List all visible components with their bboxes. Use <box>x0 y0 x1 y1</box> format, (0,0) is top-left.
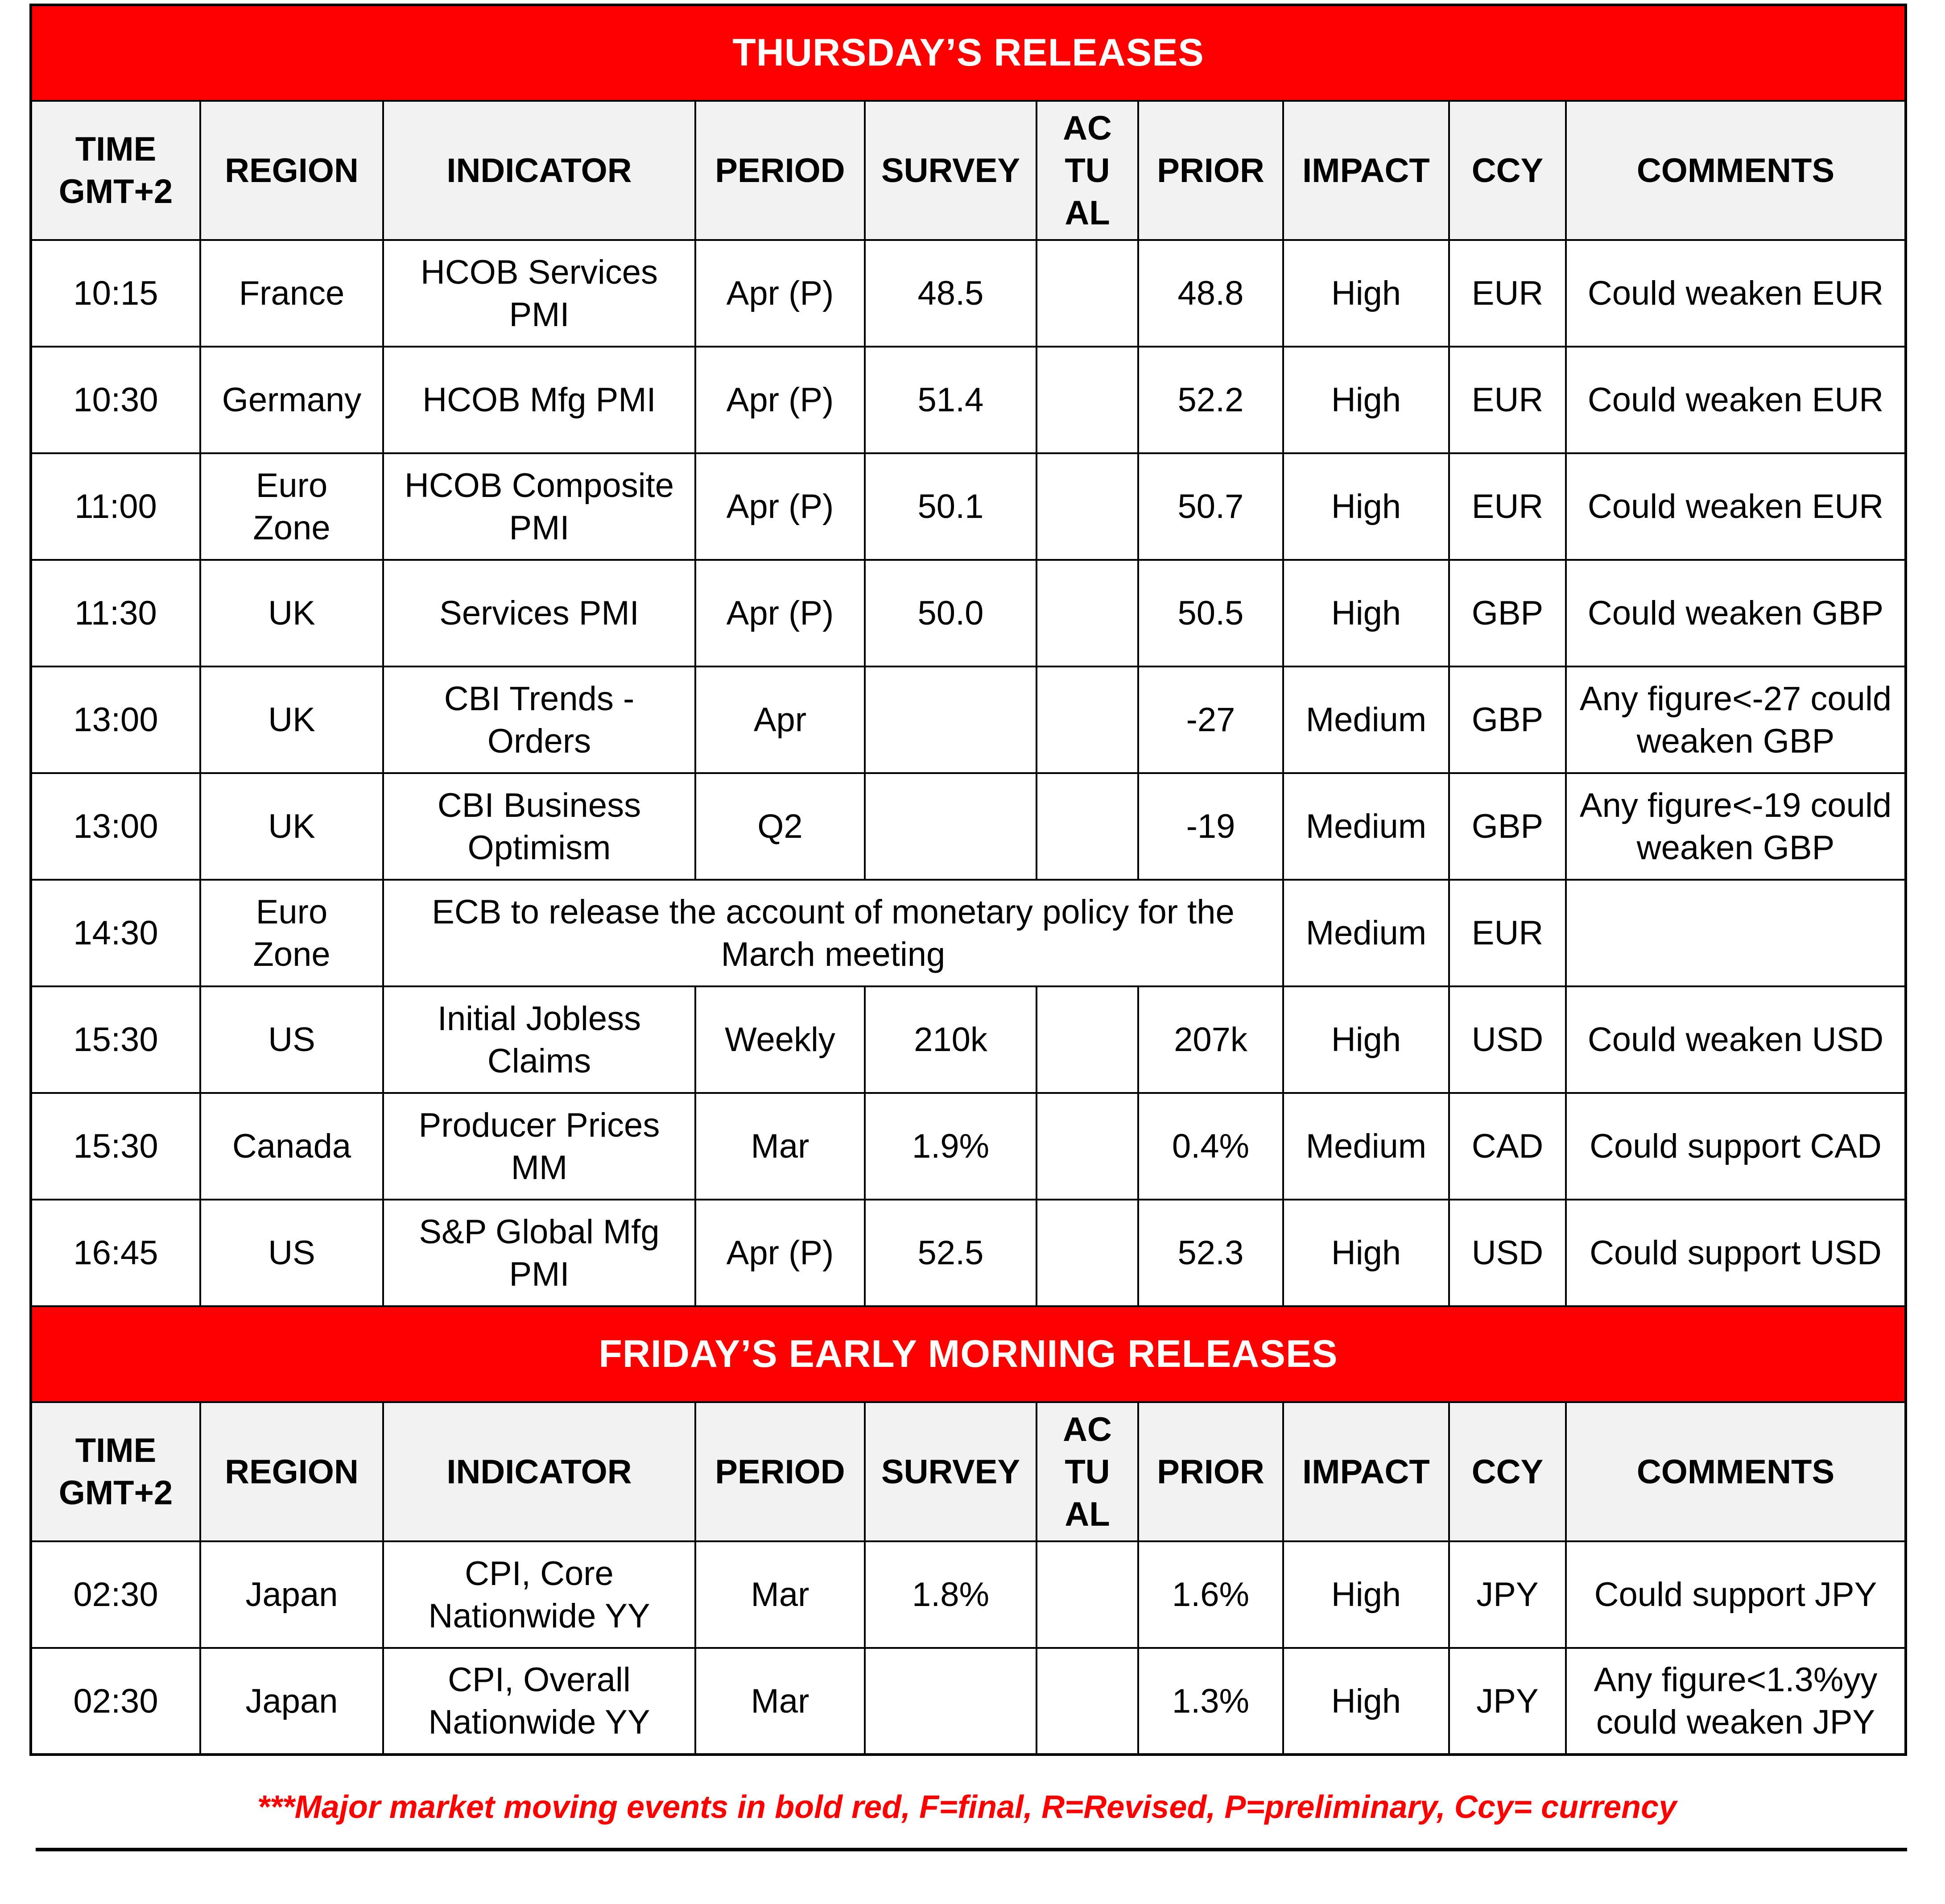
column-header-label: PRIOR <box>1157 151 1264 190</box>
column-header-comments <box>1566 1402 1906 1541</box>
cell-region: US <box>200 1200 383 1306</box>
cell-region: Canada <box>200 1093 383 1200</box>
cell-period: Q2 <box>695 773 865 880</box>
cell-time: 15:30 <box>31 1093 200 1200</box>
cell-prior: -27 <box>1138 666 1283 773</box>
cell-prior: 50.7 <box>1138 453 1283 560</box>
cell-prior: 50.5 <box>1138 560 1283 666</box>
cell-period: Apr <box>695 666 865 773</box>
cell-survey: 1.9% <box>865 1093 1037 1200</box>
column-header-survey <box>865 1402 1037 1541</box>
column-header-label: TIME GMT+2 <box>58 1432 173 1512</box>
table-row <box>31 1093 1906 1200</box>
column-header-impact <box>1283 101 1449 240</box>
cell-survey: 210k <box>865 986 1037 1093</box>
cell-ccy: EUR <box>1449 880 1566 986</box>
cell-comments: Could support JPY <box>1566 1541 1906 1648</box>
cell-ccy: EUR <box>1449 453 1566 560</box>
table-row <box>31 773 1906 880</box>
cell-region: France <box>200 240 383 347</box>
cell-period: Mar <box>695 1541 865 1648</box>
table-row <box>31 560 1906 666</box>
cell-survey <box>865 773 1037 880</box>
table-row <box>31 240 1906 347</box>
column-header-label: PRIOR <box>1157 1453 1264 1491</box>
column-header-region <box>200 1402 383 1541</box>
cell-time: 14:30 <box>31 880 200 986</box>
cell-period: Apr (P) <box>695 453 865 560</box>
cell-ccy: JPY <box>1449 1648 1566 1755</box>
column-header-label: REGION <box>225 151 359 190</box>
cell-period: Weekly <box>695 986 865 1093</box>
cell-actual <box>1037 986 1138 1093</box>
column-header-label: REGION <box>225 1453 359 1491</box>
cell-ccy: EUR <box>1449 240 1566 347</box>
table-row <box>31 666 1906 773</box>
cell-comments: Any figure<-19 could weaken GBP <box>1566 773 1906 880</box>
table-row <box>31 880 1906 986</box>
column-header-label: ACTUAL <box>1063 109 1112 232</box>
column-header-ccy <box>1449 101 1566 240</box>
cell-impact: High <box>1283 347 1449 453</box>
cell-ccy: CAD <box>1449 1093 1566 1200</box>
cell-period: Apr (P) <box>695 347 865 453</box>
cell-impact: Medium <box>1283 666 1449 773</box>
section-banner-cell <box>31 5 1906 101</box>
cell-period: Mar <box>695 1093 865 1200</box>
cell-impact: High <box>1283 1200 1449 1306</box>
cell-impact: Medium <box>1283 1093 1449 1200</box>
cell-comments: Could support USD <box>1566 1200 1906 1306</box>
cell-region: Euro Zone <box>200 880 383 986</box>
column-header-impact <box>1283 1402 1449 1541</box>
cell-actual <box>1037 1541 1138 1648</box>
cell-indicator: CPI, Core Nationwide YY <box>383 1541 695 1648</box>
cell-indicator: HCOB Services PMI <box>383 240 695 347</box>
column-header-region <box>200 101 383 240</box>
column-header-label: SURVEY <box>881 151 1020 190</box>
cell-actual <box>1037 453 1138 560</box>
table-row <box>31 986 1906 1093</box>
cell-prior: 1.6% <box>1138 1541 1283 1648</box>
cell-region: UK <box>200 773 383 880</box>
cell-time: 16:45 <box>31 1200 200 1306</box>
column-header-time <box>31 101 200 240</box>
cell-prior: -19 <box>1138 773 1283 880</box>
column-header-actual <box>1037 101 1138 240</box>
column-header-label: TIME GMT+2 <box>58 130 173 211</box>
cell-ccy: USD <box>1449 1200 1566 1306</box>
cell-time: 13:00 <box>31 773 200 880</box>
cell-comments: Could weaken GBP <box>1566 560 1906 666</box>
cell-comments: Could weaken EUR <box>1566 347 1906 453</box>
column-header-prior <box>1138 101 1283 240</box>
economic-calendar-document <box>29 4 1904 1851</box>
section <box>31 5 1906 1306</box>
cell-time: 10:30 <box>31 347 200 453</box>
cell-actual <box>1037 560 1138 666</box>
cell-impact: Medium <box>1283 773 1449 880</box>
section-banner-title: THURSDAY’S RELEASES <box>732 31 1204 75</box>
column-header-period <box>695 101 865 240</box>
cell-impact: High <box>1283 986 1449 1093</box>
footnote: ***Major market moving events in bold red, F=final, R=Revised, P=preliminary, Ccy= currency <box>257 1789 1677 1825</box>
cell-region: Euro Zone <box>200 453 383 560</box>
cell-comments <box>1566 880 1906 986</box>
column-header-label: INDICATOR <box>446 151 632 190</box>
cell-ccy: USD <box>1449 986 1566 1093</box>
cell-prior: 1.3% <box>1138 1648 1283 1755</box>
table-row <box>31 1648 1906 1755</box>
cell-time: 11:30 <box>31 560 200 666</box>
column-header-ccy <box>1449 1402 1566 1541</box>
column-header-label: INDICATOR <box>446 1453 632 1491</box>
cell-comments: Any figure<1.3%yy could weaken JPY <box>1566 1648 1906 1755</box>
cell-survey <box>865 1648 1037 1755</box>
table-row <box>31 1541 1906 1648</box>
cell-indicator: CBI Business Optimism <box>383 773 695 880</box>
economic-calendar-table <box>29 4 1907 1756</box>
cell-time: 13:00 <box>31 666 200 773</box>
cell-actual <box>1037 1200 1138 1306</box>
cell-time: 10:15 <box>31 240 200 347</box>
cell-comments: Could weaken EUR <box>1566 453 1906 560</box>
cell-actual <box>1037 240 1138 347</box>
column-header-survey <box>865 101 1037 240</box>
cell-impact: High <box>1283 1541 1449 1648</box>
cell-survey: 51.4 <box>865 347 1037 453</box>
cell-impact: High <box>1283 240 1449 347</box>
column-header-label: ACTUAL <box>1063 1410 1112 1533</box>
cell-actual <box>1037 347 1138 453</box>
cell-period: Apr (P) <box>695 560 865 666</box>
cell-indicator: CPI, Overall Nationwide YY <box>383 1648 695 1755</box>
cell-prior: 48.8 <box>1138 240 1283 347</box>
cell-actual <box>1037 773 1138 880</box>
cell-impact: High <box>1283 1648 1449 1755</box>
cell-region: US <box>200 986 383 1093</box>
cell-ccy: JPY <box>1449 1541 1566 1648</box>
column-header-actual <box>1037 1402 1138 1541</box>
cell-time: 15:30 <box>31 986 200 1093</box>
column-header-label: PERIOD <box>715 1453 845 1491</box>
cell-region: Japan <box>200 1541 383 1648</box>
cell-survey: 52.5 <box>865 1200 1037 1306</box>
column-header-row <box>31 1402 1906 1541</box>
cell-region: Japan <box>200 1648 383 1755</box>
section-banner <box>31 1306 1906 1402</box>
column-header-label: PERIOD <box>715 151 845 190</box>
cell-impact: High <box>1283 560 1449 666</box>
column-header-label: CCY <box>1471 151 1544 190</box>
cell-indicator: S&P Global Mfg PMI <box>383 1200 695 1306</box>
cell-ccy: GBP <box>1449 773 1566 880</box>
column-header-label: IMPACT <box>1302 151 1430 190</box>
cell-survey: 1.8% <box>865 1541 1037 1648</box>
cell-impact: Medium <box>1283 880 1449 986</box>
cell-impact: High <box>1283 453 1449 560</box>
section <box>31 1306 1906 1755</box>
cell-survey: 50.1 <box>865 453 1037 560</box>
cell-region: Germany <box>200 347 383 453</box>
cell-indicator: HCOB Composite PMI <box>383 453 695 560</box>
cell-region: UK <box>200 666 383 773</box>
cell-survey: 48.5 <box>865 240 1037 347</box>
column-header-label: COMMENTS <box>1636 151 1835 190</box>
cell-comments: Any figure<-27 could weaken GBP <box>1566 666 1906 773</box>
cell-indicator: Producer Prices MM <box>383 1093 695 1200</box>
cell-prior: 0.4% <box>1138 1093 1283 1200</box>
column-header-label: CCY <box>1471 1453 1544 1491</box>
cell-indicator: HCOB Mfg PMI <box>383 347 695 453</box>
cell-region: UK <box>200 560 383 666</box>
cell-ccy: EUR <box>1449 347 1566 453</box>
cell-survey: 50.0 <box>865 560 1037 666</box>
cell-actual <box>1037 666 1138 773</box>
cell-time: 02:30 <box>31 1648 200 1755</box>
cell-actual <box>1037 1093 1138 1200</box>
cell-ccy: GBP <box>1449 666 1566 773</box>
cell-time: 02:30 <box>31 1541 200 1648</box>
cell-indicator: ECB to release the account of monetary policy for the March meeting <box>383 880 1283 986</box>
column-header-label: COMMENTS <box>1636 1453 1835 1491</box>
cell-comments: Could support CAD <box>1566 1093 1906 1200</box>
column-header-label: IMPACT <box>1302 1453 1430 1491</box>
cell-indicator: Services PMI <box>383 560 695 666</box>
cell-prior: 52.3 <box>1138 1200 1283 1306</box>
table-row <box>31 347 1906 453</box>
cell-comments: Could weaken EUR <box>1566 240 1906 347</box>
column-header-period <box>695 1402 865 1541</box>
table-row <box>31 453 1906 560</box>
section-banner-title: FRIDAY’S EARLY MORNING RELEASES <box>599 1332 1338 1375</box>
cell-actual <box>1037 1648 1138 1755</box>
column-header-row <box>31 101 1906 240</box>
cell-period: Apr (P) <box>695 1200 865 1306</box>
column-header-comments <box>1566 101 1906 240</box>
column-header-time <box>31 1402 200 1541</box>
cell-comments: Could weaken USD <box>1566 986 1906 1093</box>
bottom-rule <box>36 1848 1907 1851</box>
column-header-indicator <box>383 1402 695 1541</box>
cell-prior: 52.2 <box>1138 347 1283 453</box>
table-row <box>31 1200 1906 1306</box>
cell-indicator: Initial Jobless Claims <box>383 986 695 1093</box>
cell-time: 11:00 <box>31 453 200 560</box>
section-banner-cell <box>31 1306 1906 1402</box>
column-header-label: SURVEY <box>881 1453 1020 1491</box>
cell-ccy: GBP <box>1449 560 1566 666</box>
cell-indicator: CBI Trends - Orders <box>383 666 695 773</box>
cell-survey <box>865 666 1037 773</box>
cell-period: Mar <box>695 1648 865 1755</box>
column-header-indicator <box>383 101 695 240</box>
column-header-prior <box>1138 1402 1283 1541</box>
cell-prior: 207k <box>1138 986 1283 1093</box>
section-banner <box>31 5 1906 101</box>
cell-period: Apr (P) <box>695 240 865 347</box>
